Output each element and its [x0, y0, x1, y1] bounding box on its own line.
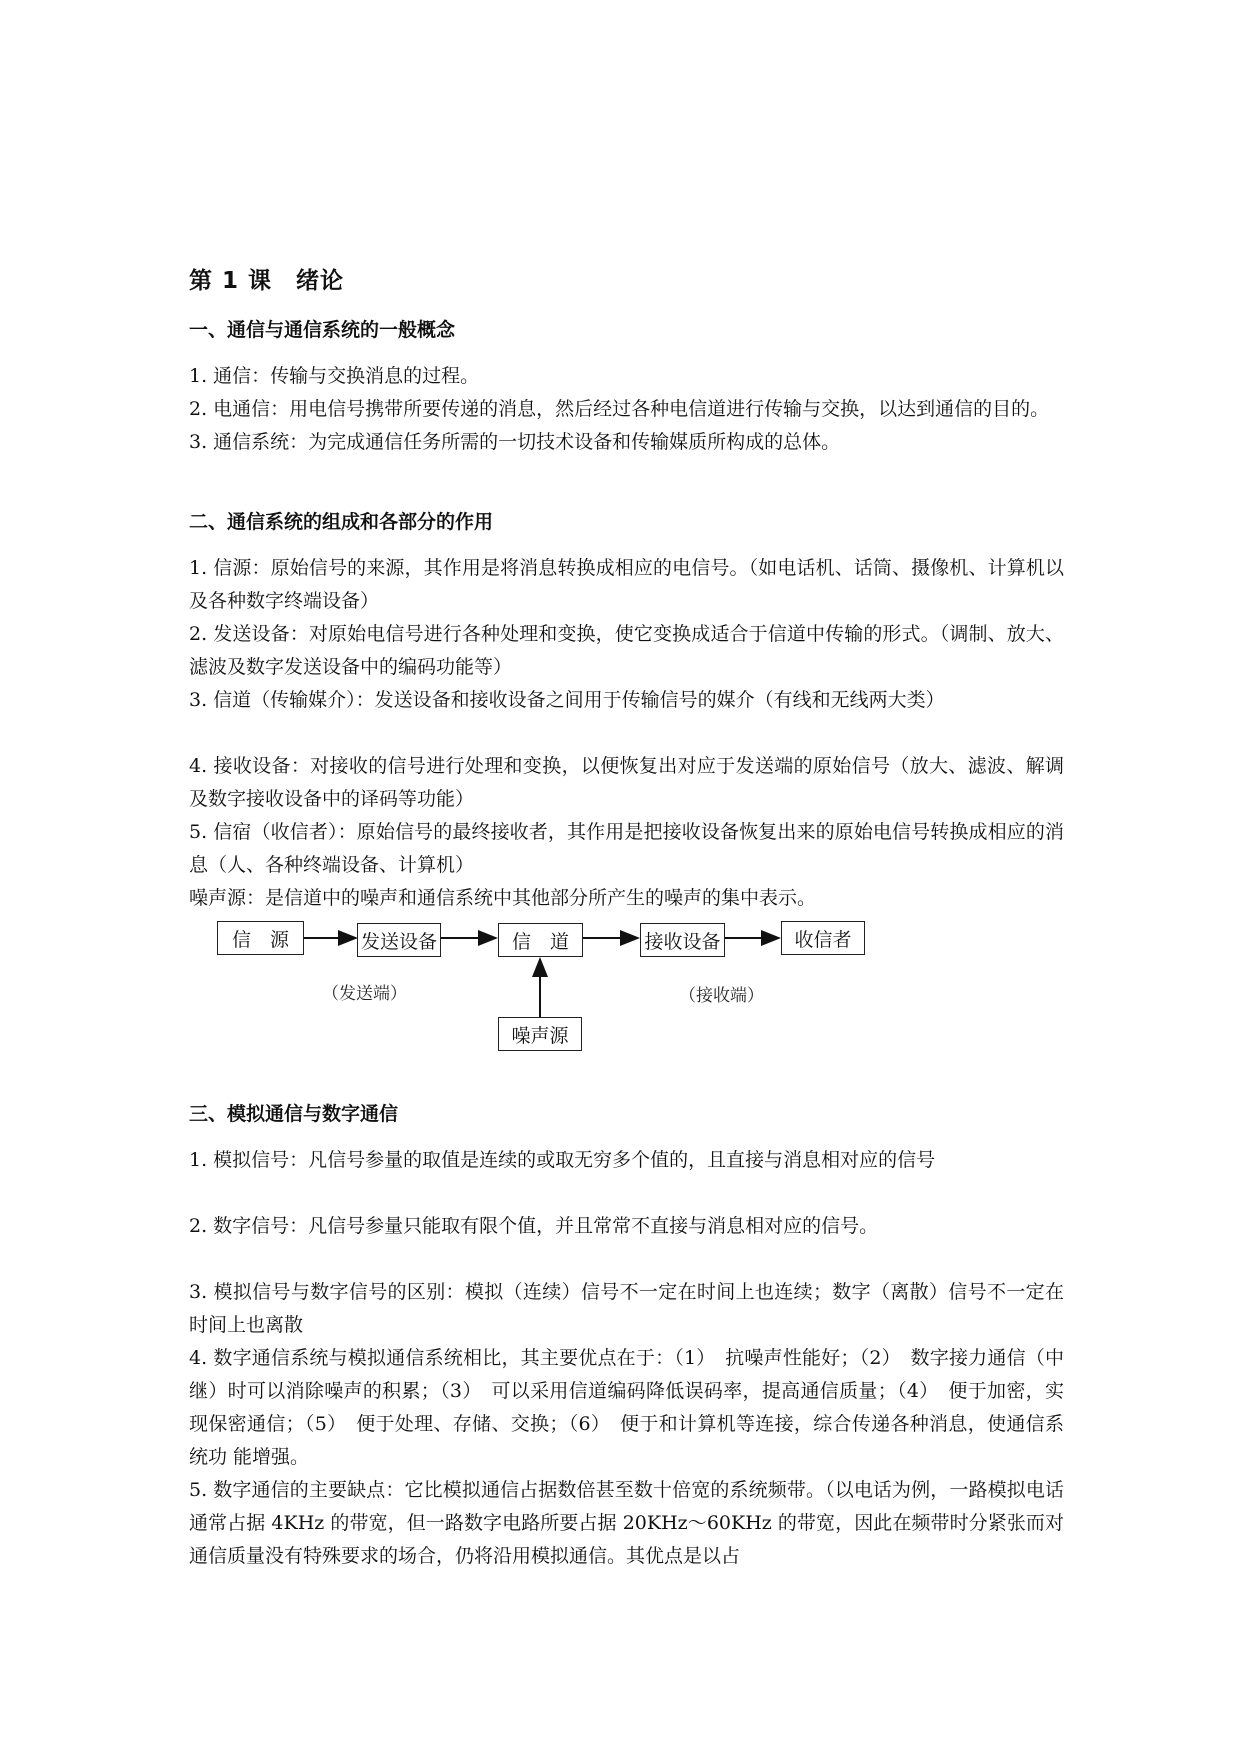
section1-item-1: 1. 通信：传输与交换消息的过程。: [189, 365, 480, 387]
document-page: [189, 262, 1064, 1573]
lesson-topic: 绪论: [296, 268, 345, 294]
section3-heading: 三、模拟通信与数字通信: [189, 1103, 399, 1125]
diagram-arrows: [189, 919, 1064, 1069]
box-transmitter: 发送设备: [357, 923, 441, 957]
section3-item-4: 4. 数字通信系统与模拟通信系统相比，其主要优点在于：（1） 抗噪声性能好；（2） 数字接力通信（中继）时可以消除噪声的积累；（3） 可以采用信道编码降低误码率，提高通信质量；（4） 便于加密，实现保密通信；（5） 便于处理、存储、交换；（6） 便于和计算机等连接，综合传递各种消息，使通信系统功 能增强。: [189, 1347, 1064, 1468]
section3-item-5: 5. 数字通信的主要缺点：它比模拟通信占据数倍甚至数十倍宽的系统频带。（以电话为例，一路模拟电话通常占据 4KHz 的带宽，但一路数字电路所要占据 20KHz～60KHz 的带宽，因此在频带时分紧张而对通信质量没有特殊要求的场合，仍将沿用模拟通信。其优点是以占: [189, 1479, 1064, 1567]
section3-item-3: 3. 模拟信号与数字信号的区别：模拟（连续）信号不一定在时间上也连续；数字（离散）信号不一定在时间上也离散: [189, 1281, 1064, 1336]
section3-item-1: 1. 模拟信号：凡信号参量的取值是连续的或取无穷多个值的，且直接与消息相对应的信号: [189, 1149, 936, 1171]
section2-item-2: 2. 发送设备：对原始电信号进行各种处理和变换，使它变换成适合于信道中传输的形式。（调制、放大、滤波及数字发送设备中的编码功能等）: [189, 623, 1064, 678]
box-receiver: 接收设备: [640, 923, 725, 957]
box-source: 信 源: [217, 921, 304, 955]
section1-item-2: 2. 电通信：用电信号携带所要传递的消息，然后经过各种电信道进行传输与交换，以达到通信的目的。: [189, 398, 1050, 420]
box-sink: 收信者: [781, 921, 865, 955]
section1-item-3: 3. 通信系统：为完成通信任务所需的一切技术设备和传输媒质所构成的总体。: [189, 431, 841, 453]
section2-item-5: 5. 信宿（收信者）：原始信号的最终接收者，其作用是把接收设备恢复出来的原始电信号转换成相应的消息（人、各种终端设备、计算机）: [189, 821, 1064, 876]
section3-item-2: 2. 数字信号：凡信号参量只能取有限个值，并且常常不直接与消息相对应的信号。: [189, 1215, 879, 1237]
section2-item-1: 1. 信源：原始信号的来源，其作用是将消息转换成相应的电信号。（如电话机、话筒、摄像机、计算机以及各种数字终端设备）: [189, 557, 1064, 612]
section2-item-4: 4. 接收设备：对接收的信号进行处理和变换，以便恢复出对应于发送端的原始信号（放大、滤波、解调及数字接收设备中的译码等功能）: [189, 755, 1064, 810]
section2-heading: 二、通信系统的组成和各部分的作用: [189, 511, 494, 533]
label-send-end: （发送端）: [322, 984, 407, 1004]
lesson-title: [189, 262, 1064, 295]
communication-system-diagram: [189, 919, 1064, 1069]
section2-item-3: 3. 信道（传输媒介）：发送设备和接收设备之间用于传输信号的媒介（有线和无线两大类）: [189, 689, 945, 711]
box-channel: 信 道: [498, 923, 583, 957]
lesson-number: 第 1 课: [189, 268, 273, 294]
box-noise-source: 噪声源: [498, 1017, 582, 1051]
section2-noise: 噪声源：是信道中的噪声和通信系统中其他部分所产生的噪声的集中表示。: [189, 887, 817, 909]
section1-heading: 一、通信与通信系统的一般概念: [189, 319, 456, 341]
label-receive-end: （接收端）: [679, 986, 764, 1006]
